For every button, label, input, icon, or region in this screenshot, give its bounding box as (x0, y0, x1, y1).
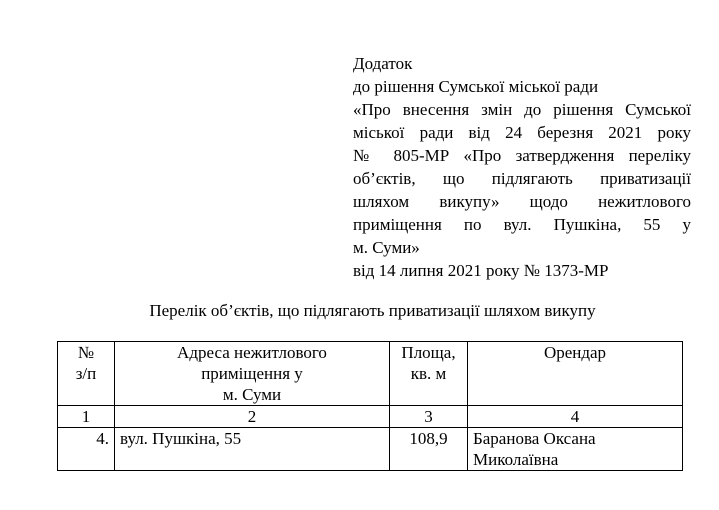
header-area-line-1: Площа, (401, 343, 456, 362)
header-area-line-2: кв. м (410, 364, 447, 383)
header-address (115, 342, 390, 406)
header-num (58, 342, 115, 406)
index-cell-3: 3 (390, 406, 468, 428)
annex-line-3: «Про внесення змін до рішення Сумської (353, 100, 691, 119)
document-title: Перелік об’єктів, що підлягають приватизації шляхом викупу (149, 301, 596, 320)
annex-line-8: приміщення по вул. Пушкіна, 55 у (353, 215, 691, 234)
annex-line-5: № 805-МР «Про затвердження переліку (353, 146, 691, 165)
annex-line-1: Додаток (353, 54, 413, 73)
row-num: 4. (58, 428, 115, 471)
index-cell-1: 1 (58, 406, 115, 428)
row-tenant-line-2: Миколаївна (473, 450, 559, 469)
header-address-line-2: приміщення у (201, 364, 303, 383)
header-tenant: Орендар (468, 342, 683, 406)
annex-line-4: міської ради від 24 березня 2021 року (353, 123, 691, 142)
row-tenant-line-1: Баранова Оксана (473, 429, 596, 448)
annex-line-2: до рішення Сумської міської ради (353, 77, 599, 96)
objects-table (57, 341, 683, 471)
table-header-row (58, 342, 683, 406)
header-num-line-2: з/п (75, 364, 97, 383)
table-row (58, 428, 683, 471)
index-cell-4: 4 (468, 406, 683, 428)
header-num-line-1: № (77, 343, 95, 362)
row-address: вул. Пушкіна, 55 (115, 428, 390, 471)
header-area (390, 342, 468, 406)
table-index-row (58, 406, 683, 428)
annex-line-9: м. Суми» (353, 238, 420, 257)
header-address-line-1: Адреса нежитлового (177, 343, 327, 362)
annex-block (353, 52, 691, 282)
annex-line-7: шляхом викупу» щодо нежитлового (353, 192, 691, 211)
header-address-line-3: м. Суми (222, 385, 282, 404)
annex-line-6: об’єктів, що підлягають приватизації (353, 169, 691, 188)
row-tenant (468, 428, 683, 471)
annex-line-10: від 14 липня 2021 року № 1373-МР (353, 261, 609, 280)
row-area: 108,9 (390, 428, 468, 471)
index-cell-2: 2 (115, 406, 390, 428)
